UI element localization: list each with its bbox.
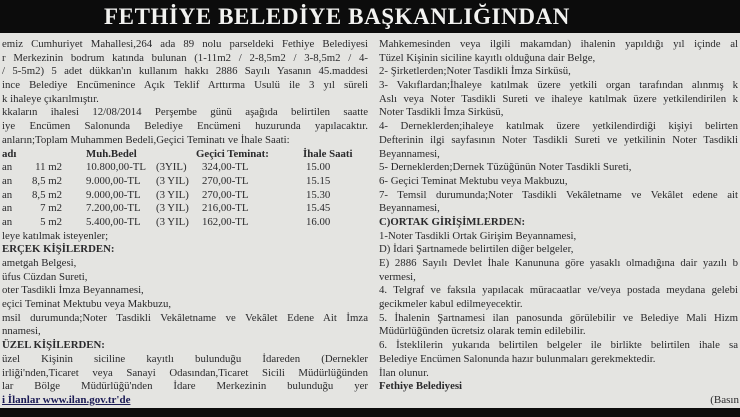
cell-name: an [2,188,13,201]
text-line: 1-Noter Tasdikli Ortak Girişim Beyannamesi, [379,229,577,242]
cell-saat: 15.00 [306,161,331,174]
text-line: 2- Şirketlerden;Noter Tasdikli İmza Sirküsü, [379,65,571,78]
text-line: / 5-5m2) 5 adet dükkan'ın kullanım hakkı 2886 Sayılı Yasanın 45.maddesi [2,65,368,78]
press-number-note: (Basın [710,394,739,406]
body-columns [2,38,738,408]
text-line: r Merkezinin bodrum katında bulunan (1-11m2 / 2-8,5m2 / 3-8,5m2 / 4- [2,51,368,64]
cell-name: an [2,215,13,228]
text-line: irliği'nden,Ticaret veya Sanayi Odasından,Ticaret Sicili Müdürlüğünden [2,366,368,379]
text-line: 4- Derneklerden;ihaleye katılmak üzere yetkilendirdiği kişiyi belirten [379,120,738,133]
cell-teminat: 162,00-TL [202,215,249,228]
cell-saat: 15.30 [306,188,331,201]
cell-name: an [2,161,13,174]
section-heading-line: ÜZEL KİŞİLERDEN: [2,339,105,352]
text-line: kkaların ihalesi 12/08/2014 Perşembe günü aşağıda belirtilen saatte [2,106,368,119]
title-bar [0,0,740,33]
cell-area: 7 m2 [40,202,62,215]
text-line: Mahkemesinden veya ilgili makamdan) ihalenin yapıldığı yıl içinde al [379,38,738,50]
text-line: üfus Cüzdan Sureti, [2,270,88,283]
cell-sp [62,189,86,203]
text-line: leye katılmak isteyenler; [2,229,109,242]
column-header-teminat: Geçici Teminat: [196,147,269,160]
right-column [379,38,738,408]
text-line: Beyannamesi, [379,147,440,160]
left-column [2,38,368,408]
cell-saat: 15.15 [306,174,331,187]
text-line: Tüzel Kişinin siciline kayıtlı olduğuna dair Belge, [379,51,596,64]
cell-saat: 15.45 [306,202,331,215]
cell-teminat: 324,00-TL [202,161,249,174]
official-ads-link-line [2,394,368,408]
page-title: FETHİYE BELEDİYE BAŞKANLIĞINDAN [104,3,570,29]
cell-yil: (3 YIL) [156,188,189,201]
text-line: anların;Toplam Muhammen Bedeli,Geçici Teminatı ve İhale Saati: [2,133,290,146]
section-heading-line: Fethiye Belediyesi [379,380,463,393]
cell-area: 8,5 m2 [32,188,62,201]
auction-table-header [2,148,368,162]
cell-teminat: 216,00-TL [202,202,249,215]
auction-table-row [2,175,368,189]
text-line: 5. İhalenin Şartnamesi ilan panosunda görülebilir ve Belediye Mali Hizm [379,311,738,324]
cell-sp [62,216,86,230]
text-line: iye Encümen Salonunda Belediye Encümeni huzurunda yapılacaktır. [2,120,368,133]
cell-yil: (3 YIL) [156,215,189,228]
cell-name: an [2,202,13,215]
column-header-name: adı [2,147,17,160]
text-line: gecikmeler kabul edilmeyecektir. [379,298,523,311]
text-line: 5- Derneklerden;Dernek Tüzüğünün Noter Tasdikli Sureti, [379,161,632,174]
text-line: oter Tasdikli İmza Beyannamesi, [2,284,144,297]
cell-bedel: 5.400,00-TL [86,215,141,228]
official-ads-link[interactable]: i İlanlar www.ilan.gov.tr'de [2,393,131,406]
text-line: 7- Temsil durumunda;Noter Tasdikli Vekâletname ve Vekâlet edene ait [379,188,738,201]
cell-bedel: 10.800,00-TL [86,161,146,174]
cell-area: 8,5 m2 [32,174,62,187]
bottom-border [0,408,740,417]
text-line: 3- Vakıflardan;İhaleye katılmak üzere yetkili organ tarafından alınmış k [379,79,738,92]
cell-teminat: 270,00-TL [202,188,249,201]
auction-table-row [2,161,368,175]
text-line: nnamesi, [2,325,41,338]
text-line: Noter Tasdikli İmza Sirküsü, [379,106,504,119]
text-line: Belediye Encümen Salonunda hazır bulunmaları gerekmektedir. [379,352,656,365]
cell-bedel: 9.000,00-TL [86,174,141,187]
text-line: Defterinin ilgi sayfasının Noter Tasdikli Sureti ve yetkilinin Noter Tasdikli [379,133,738,146]
cell-name: an [2,174,13,187]
auction-table-row [2,189,368,203]
text-line: ince Belediye Encümenince Açık Teklif Arttırma Usulü ile 3 yıl süreli [2,79,368,92]
text-line: 6- Geçici Teminat Mektubu veya Makbuzu, [379,174,568,187]
section-heading-line: ERÇEK KİŞİLERDEN: [2,243,115,256]
text-line: 4. Telgraf ve faksıla yapılacak müracaatlar ve/veya postada meydana gelebi [379,284,738,297]
text-line: vermesi, [379,270,416,283]
cell-teminat: 270,00-TL [202,174,249,187]
text-line: Müdürlüğünden ücretsiz olarak temin edilebilir. [379,325,586,338]
text-line: D) İdari Şartnamede belirtilen diğer belgeler, [379,243,574,256]
cell-sp [62,161,86,175]
text-line: emiz Cumhuriyet Mahallesi,264 ada 89 nolu parseldeki Fethiye Belediyesi [2,38,368,50]
cell-area: 5 m2 [40,215,62,228]
cell-saat: 16.00 [306,215,331,228]
text-line: E) 2886 Sayılı Devlet İhale Kanununa göre yasaklı olmadığına dair yazılı b [379,257,738,269]
cell-yil: (3 YIL) [156,174,189,187]
cell-sp [62,202,86,216]
column-header-saat: İhale Saati [303,147,353,160]
cell-area: 11 m2 [35,161,62,174]
text-line: Aslı veya Noter Tasdikli Sureti ve ihaleye katılmak üzere yetkilendirilen k [379,92,738,105]
section-heading-line: C)ORTAK GİRİŞİMLERDEN: [379,215,526,228]
text-line: Beyannamesi, [379,202,440,215]
text-line: üzel Kişinin siciline kayıtlı bulunduğu İdareden (Dernekler [2,352,368,365]
text-line: k ihaleye çıkarılmıştır. [2,92,99,105]
text-line: eçici Teminat Mektubu veya Makbuzu, [2,298,172,311]
auction-table-row [2,202,368,216]
cell-yil: (3YIL) [156,161,187,174]
text-line: İlan olunur. [379,366,429,379]
text-line: ametgah Belgesi, [2,257,77,269]
cell-sp [62,175,86,189]
text-line: msil durumunda;Noter Tasdikli Vekâletname ve Vekâlet Edene Ait İmza [2,311,368,324]
cell-yil: (3 YIL) [156,202,189,215]
cell-bedel: 7.200,00-TL [86,202,141,215]
auction-table-row [2,216,368,230]
text-line: 6. İsteklilerin yukarıda belirtilen belgeler ile birlikte belirtilen ihale sa [379,339,738,352]
column-header-bedel: Muh.Bedel [86,147,137,160]
text-line: lar Bölge Müdürlüğü'nden İdare Merkezinin bulunduğu yer [2,380,368,393]
cell-bedel: 9.000,00-TL [86,188,141,201]
